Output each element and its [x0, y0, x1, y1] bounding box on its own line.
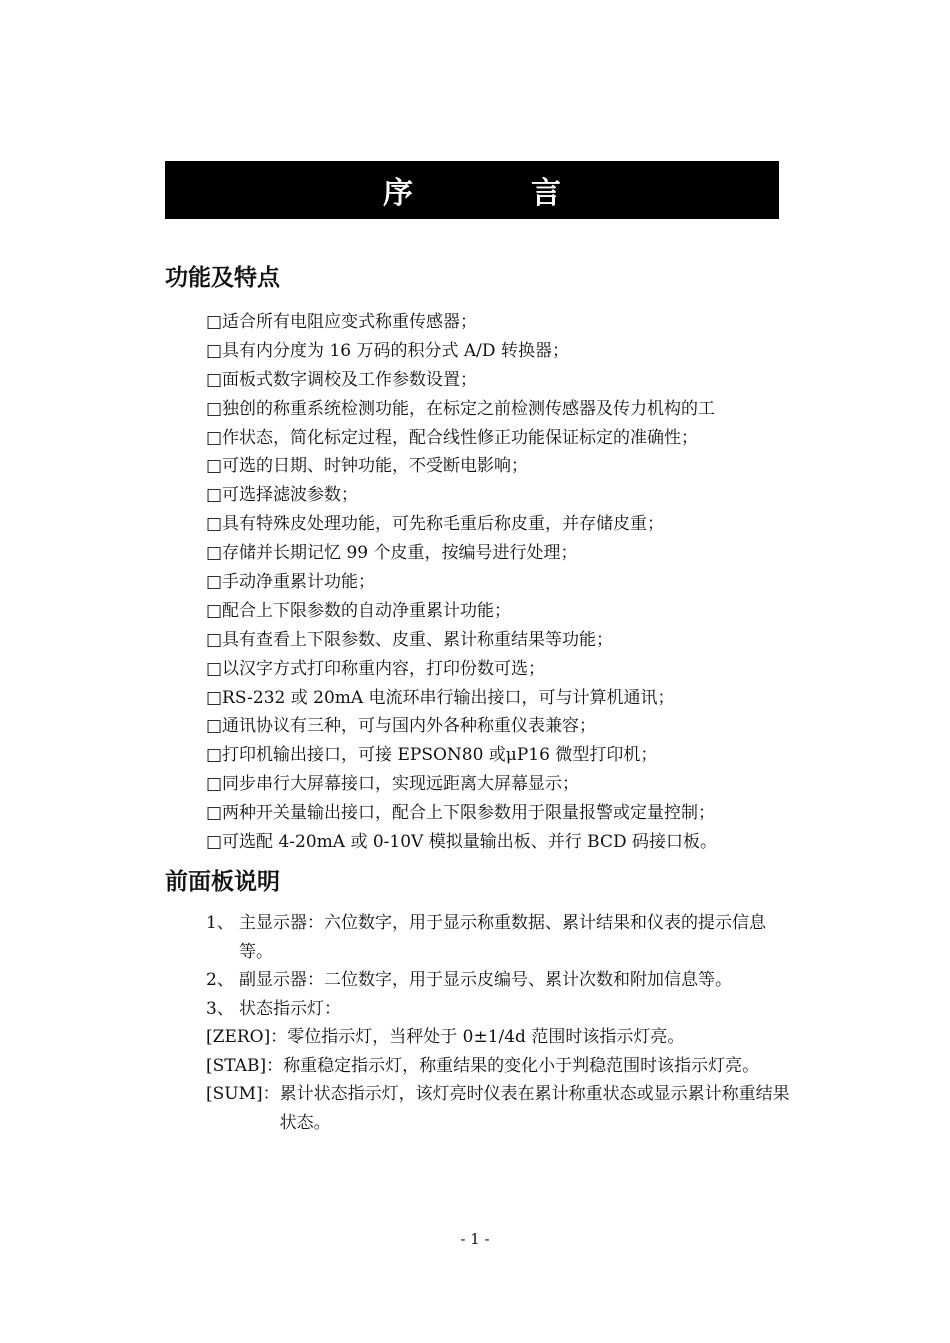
feature-item: □RS-232 或 20mA 电流环串行输出接口，可与计算机通讯；: [206, 687, 675, 708]
feature-item: □以汉字方式打印称重内容，打印份数可选；: [206, 658, 546, 679]
feature-item: □作状态，简化标定过程，配合线性修正功能保证标定的准确性；: [206, 427, 699, 448]
numbered-item: [206, 909, 791, 966]
feature-item: □具有内分度为 16 万码的积分式 A/D 转换器；: [206, 340, 569, 361]
indicator-tag: [STAB]：: [206, 1055, 284, 1076]
indicator-item-sum: [206, 1080, 791, 1137]
indicator-tag: [SUM]：: [206, 1084, 280, 1104]
item-text: 副显示器：二位数字，用于显示皮编号、累计次数和附加信息等。: [239, 970, 732, 990]
numbered-item: [206, 966, 791, 995]
item-number: 2、: [206, 970, 234, 990]
feature-item: □配合上下限参数的自动净重累计功能；: [206, 600, 512, 621]
page-number: - 1 -: [460, 1230, 490, 1248]
feature-item: □具有特殊皮处理功能，可先称毛重后称皮重，并存储皮重；: [206, 514, 665, 535]
title-char-2: 言: [531, 176, 561, 211]
title-char-1: 序: [383, 176, 413, 211]
item-number: 3、: [206, 998, 234, 1019]
feature-item: □独创的称重系统检测功能，在标定之前检测传感器及传力机构的工: [206, 398, 716, 419]
feature-item: □手动净重累计功能；: [206, 572, 376, 593]
item-text: 状态指示灯：: [239, 998, 341, 1019]
item-number: 1、: [206, 913, 234, 933]
feature-item: □可选的日期、时钟功能，不受断电影响；: [206, 456, 529, 477]
feature-item: □两种开关量输出接口，配合上下限参数用于限量报警或定量控制；: [206, 803, 716, 824]
front-panel-heading: 前面板说明: [165, 869, 280, 895]
indicator-item-zero: [206, 1023, 791, 1052]
feature-item: □存储并长期记忆 99 个皮重，按编号进行处理；: [206, 543, 578, 564]
features-heading: 功能及特点: [165, 265, 280, 291]
feature-item: □具有查看上下限参数、皮重、累计称重结果等功能；: [206, 629, 614, 650]
feature-item: □同步串行大屏幕接口，实现远距离大屏幕显示；: [206, 774, 580, 795]
indicator-text: 累计状态指示灯，该灯亮时仪表在累计称重状态或显示累计称重结果状态。: [279, 1084, 790, 1133]
front-panel-description: [206, 909, 791, 1137]
preface-title-bar: [165, 161, 779, 219]
feature-item: □可选配 4-20mA 或 0-10V 模拟量输出板、并行 BCD 码接口板。: [206, 832, 717, 853]
feature-item: □适合所有电阻应变式称重传感器；: [206, 312, 478, 332]
numbered-item: [206, 995, 791, 1024]
indicator-tag: [ZERO]：: [206, 1027, 288, 1047]
feature-item: □打印机输出接口，可接 EPSON80 或μP16 微型打印机；: [206, 745, 658, 766]
feature-item: □面板式数字调校及工作参数设置；: [206, 369, 478, 390]
feature-item: □可选择滤波参数；: [206, 485, 359, 506]
item-text: 主显示器：六位数字，用于显示称重数据、累计结果和仪表的提示信息等。: [239, 913, 766, 962]
features-list: [206, 308, 796, 857]
indicator-item-stab: [206, 1052, 791, 1081]
indicator-text: 零位指示灯，当秤处于 0±1/4d 范围时该指示灯亮。: [287, 1027, 685, 1047]
indicator-text: 称重稳定指示灯，称重结果的变化小于判稳范围时该指示灯亮。: [283, 1055, 760, 1076]
feature-item: □通讯协议有三种，可与国内外各种称重仪表兼容；: [206, 716, 597, 737]
